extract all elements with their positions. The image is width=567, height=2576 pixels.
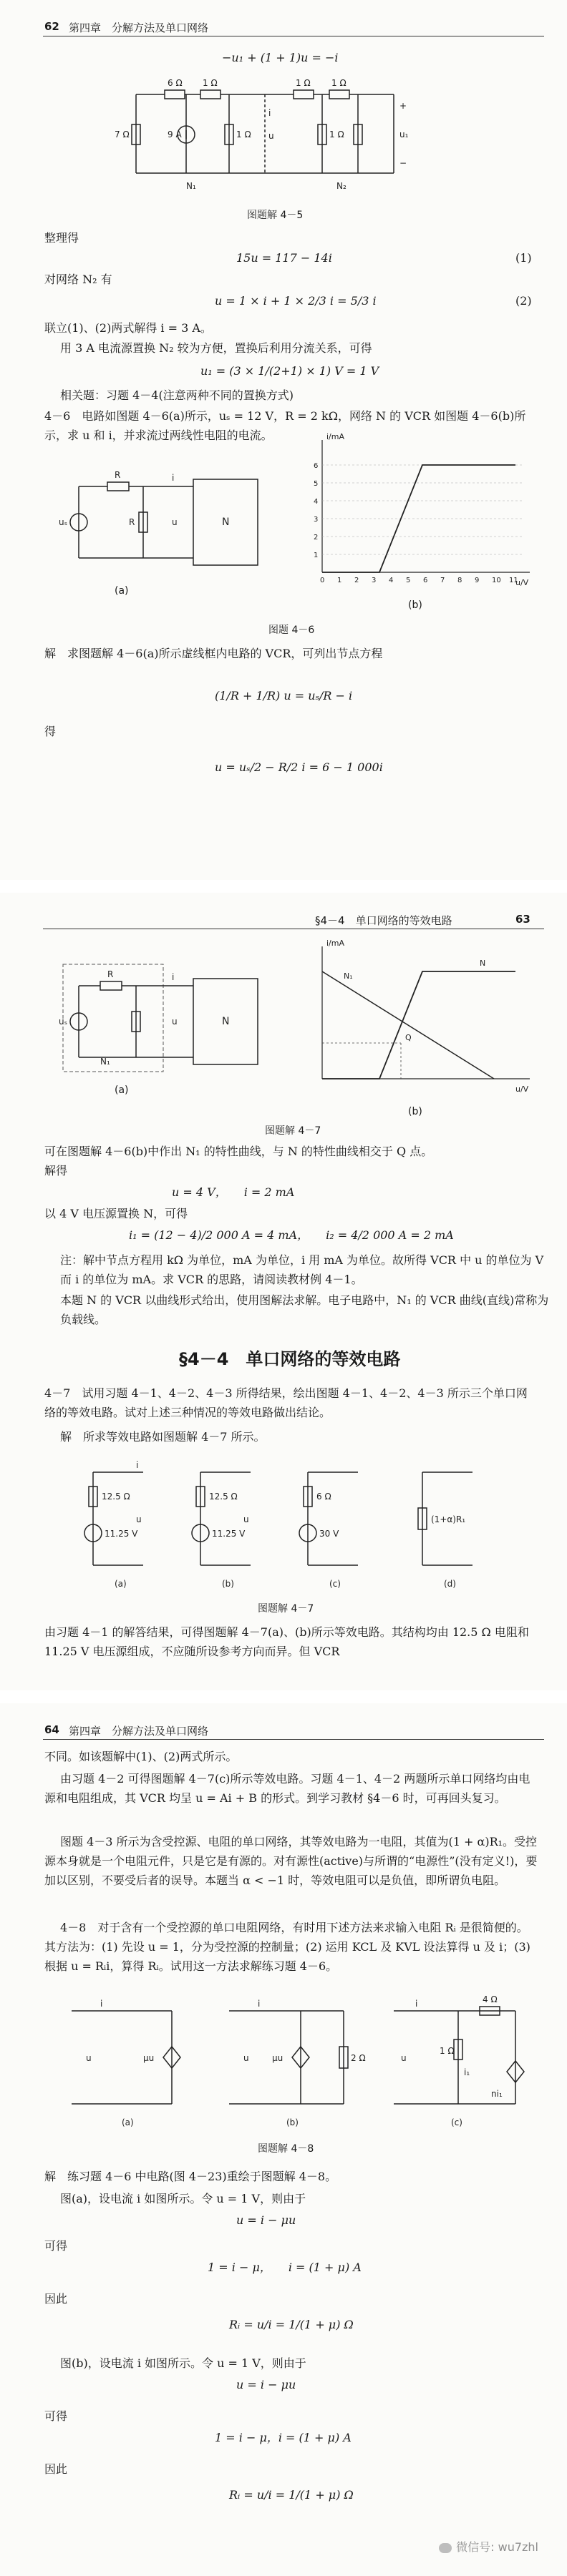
x-tick-label: 9 bbox=[475, 577, 480, 584]
label-N-box: N bbox=[222, 1016, 230, 1027]
equation: u = i − μu bbox=[236, 2378, 296, 2391]
y-tick-label: 5 bbox=[314, 480, 319, 488]
b-r: 2 Ω bbox=[351, 2053, 366, 2063]
text-line: 因此 bbox=[44, 2462, 68, 2476]
text-line: 因此 bbox=[44, 2292, 68, 2306]
equation: u = 1 × i + 1 × 2/3 i = 5/3 i bbox=[215, 294, 377, 308]
text-line: 以 4 V 电压源置换 N，可得 bbox=[44, 1207, 188, 1220]
page-number: 63 bbox=[515, 913, 530, 926]
cap-b: (b) bbox=[222, 1579, 234, 1589]
c-resistor: 6 Ω bbox=[316, 1492, 331, 1502]
label-9A: 9 A bbox=[168, 129, 182, 139]
text-line: 可在图题解 4－6(b)中作出 N₁ 的特性曲线，与 N 的特性曲线相交于 Q 点。 bbox=[44, 1145, 433, 1158]
equation: u = uₛ/2 − R/2 i = 6 − 1 000i bbox=[215, 760, 383, 774]
label-1ohm-c: 1 Ω bbox=[331, 78, 346, 88]
label-1ohm-d: 1 Ω bbox=[236, 129, 251, 139]
a-u: u bbox=[86, 2053, 92, 2063]
a-i: i bbox=[100, 1999, 103, 2009]
problem-4-8: 4－8 对于含有一个受控源的单口电阻网络，有时用下述方法来求输入电阻 Rᵢ 是很简便的。其方法为：(1) 先设 u = 1，分为受控源的控制量；(2) 运用 KCL 及 KVL 设法算得 u 及 i；(3) 根据 u = Rᵢi，算得 Rᵢ。试用这一方法求解练习题 4－6。 bbox=[44, 1921, 530, 1974]
a-i: i bbox=[136, 1460, 139, 1470]
b-voltage: 11.25 V bbox=[212, 1529, 246, 1539]
text-line: 得 bbox=[44, 725, 57, 738]
label-R: R bbox=[107, 969, 114, 979]
a-voltage: 11.25 V bbox=[105, 1529, 138, 1539]
watermark bbox=[439, 2538, 538, 2555]
label-1ohm-e: 1 Ω bbox=[329, 129, 344, 139]
paragraph: 由习题 4－2 可得图题解 4－7(c)所示等效电路。习题 4－1、4－2 两题所示单口网络均由电源和电阻组成，其 VCR 均呈 u = Ai + B 的形式。到学习教材 §4－6 时，可再回头复习。 bbox=[44, 1772, 530, 1806]
cap-a: (a) bbox=[122, 2117, 134, 2127]
solution-text: 解 练习题 4－6 中电路(图 4－23)重绘于图题解 4－8。 bbox=[44, 2170, 337, 2183]
note-text: 本题 N 的 VCR 以曲线形式给出，使用图解法求解。电子电路中，N₁ 的 VCR 曲线(直线)常称为负载线。 bbox=[60, 1293, 549, 1327]
equation-number: (2) bbox=[515, 294, 532, 308]
label-6ohm: 6 Ω bbox=[168, 78, 183, 88]
equation: u = i − μu bbox=[236, 2213, 296, 2227]
y-tick-label: 6 bbox=[314, 462, 319, 470]
y-tick-label: 2 bbox=[314, 534, 319, 542]
equation: u = 4 V， i = 2 mA bbox=[172, 1185, 295, 1199]
a-resistor: 12.5 Ω bbox=[102, 1492, 130, 1502]
label-N1: N₁ bbox=[186, 181, 196, 191]
label-R: R bbox=[115, 470, 121, 480]
y-tick-label: 4 bbox=[314, 498, 319, 506]
page-63 bbox=[0, 893, 567, 1690]
subfigure-caption: (a) bbox=[115, 1084, 129, 1096]
paragraph: 图题 4－3 所示为含受控源、电阻的单口网络，其等效电路为一电阻，其值为(1 + α)R₁。受控源本身就是一个电阻元件，只是它是有源的。对有源性(active)与所谓的“电源性”(没有定义!)，要加以区别，不要受后者的误导。本题当 α < −1 时，等效电阻可以是负值，即所谓负电阻。 bbox=[44, 1835, 538, 1888]
label-u1: u₁ bbox=[399, 129, 409, 139]
equation: u₁ = (3 × 1/(2+1) × 1) V = 1 V bbox=[200, 364, 379, 378]
label-N2: N₂ bbox=[336, 181, 346, 191]
label-N1: N₁ bbox=[344, 971, 353, 981]
a-mu: μu bbox=[143, 2053, 155, 2063]
text-line: 整理得 bbox=[44, 231, 79, 245]
equation: 1 = i − μ，i = (1 + μ) A bbox=[215, 2431, 352, 2444]
circuit-figure-sol-4-6a bbox=[57, 957, 272, 1079]
label-i: i bbox=[268, 108, 271, 118]
d-resistor: (1+α)R₁ bbox=[431, 1514, 466, 1524]
solution-text: 解 所求等效电路如图题解 4－7 所示。 bbox=[60, 1430, 266, 1444]
figure-caption: 图题解 4－7 bbox=[265, 1125, 321, 1137]
y-tick-label: 1 bbox=[314, 552, 319, 559]
x-tick-label: 10 bbox=[492, 577, 501, 584]
figure-caption: 图题解 4－8 bbox=[258, 2143, 314, 2155]
x-tick-label: 3 bbox=[372, 577, 377, 584]
cap-d: (d) bbox=[444, 1579, 456, 1589]
y-axis-label: i/mA bbox=[326, 939, 345, 948]
chapter-header: 第四章 分解方法及单口网络 bbox=[69, 1725, 209, 1738]
label-1ohm-b: 1 Ω bbox=[296, 78, 311, 88]
problem-4-6: 4－6 电路如图题 4－6(a)所示，uₛ = 12 V，R = 2 kΩ，网络 N 的 VCR 如图题 4－6(b)所示，求 u 和 i，并求流过两线性电阻的电流。 bbox=[44, 409, 526, 443]
text-line: 联立(1)、(2)两式解得 i = 3 A。 bbox=[44, 321, 212, 335]
c-r4: 4 Ω bbox=[483, 1994, 498, 2004]
circuit-figure-4-8 bbox=[57, 1989, 530, 2132]
cap-c: (c) bbox=[329, 1579, 341, 1589]
equation: −u₁ + (1 + 1)u = −i bbox=[222, 51, 339, 64]
figure-caption: 图题解 4－5 bbox=[247, 210, 304, 221]
circuit-figure-4-5 bbox=[115, 73, 422, 202]
b-mu: μu bbox=[272, 2053, 284, 2063]
text-line: 由习题 4－1 的解答结果，可得图题解 4－7(a)、(b)所示等效电路。其结构均由 12.5 Ω 电阻和 11.25 V 电压源组成，不应随所设参考方向而异。但 VCR bbox=[44, 1625, 529, 1659]
page-64 bbox=[0, 1703, 567, 2576]
equation: (1/R + 1/R) u = uₛ/R − i bbox=[215, 689, 353, 702]
text-line: 可得 bbox=[44, 2409, 68, 2423]
label-minus: − bbox=[399, 158, 407, 168]
x-tick-label: 2 bbox=[354, 577, 359, 584]
label-N: N bbox=[480, 959, 486, 968]
x-tick-label: 0 bbox=[320, 577, 325, 584]
note-text: 注：解中节点方程用 kΩ 为单位，mA 为单位，i 用 mA 为单位。故所得 VCR 中 u 的单位为 V 而 i 的单位为 mA。求 VCR 的思路，请阅读教材例 4－1。 bbox=[60, 1253, 544, 1287]
text-line: 不同。如该题解中(1)、(2)两式所示。 bbox=[44, 1750, 238, 1763]
equation: Rᵢ = u/i = 1/(1 + μ) Ω bbox=[229, 2488, 354, 2502]
x-tick-label: 4 bbox=[389, 577, 394, 584]
c-i1: i₁ bbox=[464, 2067, 470, 2077]
b-resistor: 12.5 Ω bbox=[209, 1492, 238, 1502]
section-title: §4－4 单口网络的等效电路 bbox=[179, 1349, 401, 1369]
y-axis-label: i/mA bbox=[326, 432, 345, 441]
label-u: u bbox=[172, 1017, 178, 1027]
x-tick-label: 11 bbox=[509, 577, 518, 584]
text-line: 图(b)，设电流 i 如图所示。令 u = 1 V，则由于 bbox=[60, 2356, 306, 2370]
label-i: i bbox=[172, 972, 175, 982]
label-7ohm: 7 Ω bbox=[115, 129, 130, 139]
c-u: u bbox=[401, 2053, 407, 2063]
b-i: i bbox=[258, 1999, 261, 2009]
y-tick-label: 3 bbox=[314, 516, 319, 524]
wechat-icon bbox=[439, 2543, 452, 2553]
n-curve bbox=[322, 971, 515, 1079]
equation: Rᵢ = u/i = 1/(1 + μ) Ω bbox=[229, 2318, 354, 2331]
text-line: 用 3 A 电流源置换 N₂ 较为方便，置换后利用分流关系，可得 bbox=[60, 341, 372, 355]
circuit-figure-4-6a bbox=[57, 458, 272, 579]
c-r1: 1 Ω bbox=[440, 2046, 455, 2056]
cap-b: (b) bbox=[286, 2117, 299, 2127]
cap-c: (c) bbox=[451, 2117, 462, 2127]
chapter-header: 第四章 分解方法及单口网络 bbox=[69, 21, 209, 34]
x-tick-label: 8 bbox=[457, 577, 462, 584]
x-tick-label: 6 bbox=[423, 577, 428, 584]
equivalent-circuits-4-7 bbox=[64, 1451, 523, 1594]
b-u: u bbox=[243, 1514, 249, 1524]
x-tick-label: 5 bbox=[406, 577, 411, 584]
c-i: i bbox=[415, 1999, 418, 2009]
a-u: u bbox=[136, 1514, 142, 1524]
label-us: uₛ bbox=[59, 1017, 68, 1027]
label-us: uₛ bbox=[59, 517, 68, 527]
figure-caption: 图题 4－6 bbox=[268, 625, 315, 636]
label-N1-box: N₁ bbox=[100, 1057, 110, 1067]
x-axis-label: u/V bbox=[515, 578, 529, 587]
text-line: 图(a)，设电流 i 如图所示。令 u = 1 V，则由于 bbox=[60, 2192, 306, 2205]
b-u: u bbox=[243, 2053, 249, 2063]
text-line: 解得 bbox=[44, 1164, 68, 1177]
label-N: N bbox=[222, 516, 230, 528]
page-number: 64 bbox=[44, 1723, 59, 1736]
vcr-graph-4-6b bbox=[301, 429, 537, 594]
x-axis-label: u/V bbox=[515, 1084, 529, 1094]
label-plus: + bbox=[399, 101, 407, 111]
label-R2: R bbox=[129, 517, 135, 527]
label-u: u bbox=[172, 517, 178, 527]
subfigure-caption: (b) bbox=[408, 599, 422, 611]
label-u: u bbox=[268, 131, 274, 141]
page-62 bbox=[0, 0, 567, 880]
c-voltage: 30 V bbox=[319, 1529, 339, 1539]
subfigure-caption: (b) bbox=[408, 1106, 422, 1117]
label-1ohm-a: 1 Ω bbox=[203, 78, 218, 88]
solution-text: 解 求图题解 4－6(a)所示虚线框内电路的 VCR，可列出节点方程 bbox=[44, 647, 383, 660]
watermark-text: 微信号: wu7zhl bbox=[456, 2540, 538, 2554]
label-Q: Q bbox=[405, 1033, 412, 1042]
x-tick-label: 1 bbox=[337, 577, 342, 584]
cap-a: (a) bbox=[115, 1579, 127, 1589]
text-line: 可得 bbox=[44, 2239, 68, 2253]
equation: i₁ = (12 − 4)/2 000 A = 4 mA， i₂ = 4/2 000 A = 2 mA bbox=[129, 1228, 454, 1242]
equation: 15u = 117 − 14i bbox=[236, 251, 332, 265]
equation-number: (1) bbox=[515, 251, 532, 265]
page-number: 62 bbox=[44, 20, 59, 33]
subfigure-caption: (a) bbox=[115, 585, 129, 597]
related-problem: 相关题：习题 4－4(注意两种不同的置换方式) bbox=[60, 388, 294, 402]
problem-4-7: 4－7 试用习题 4－1、4－2、4－3 所得结果，绘出图题 4－1、4－2、4－3 所示三个单口网络的等效电路。试对上述三种情况的等效电路做出结论。 bbox=[44, 1386, 528, 1420]
equation: 1 = i − μ， i = (1 + μ) A bbox=[208, 2261, 362, 2274]
section-header: §4－4 单口网络的等效电路 bbox=[315, 914, 452, 927]
load-line-graph-4-6b bbox=[301, 936, 537, 1100]
n1-load-line bbox=[322, 971, 494, 1079]
header-rule bbox=[43, 1739, 544, 1740]
text-line: 对网络 N₂ 有 bbox=[44, 273, 112, 286]
figure-caption: 图题解 4－7 bbox=[258, 1603, 314, 1615]
label-i: i bbox=[172, 473, 175, 483]
c-source: ni₁ bbox=[491, 2089, 503, 2099]
x-tick-label: 7 bbox=[440, 577, 445, 584]
